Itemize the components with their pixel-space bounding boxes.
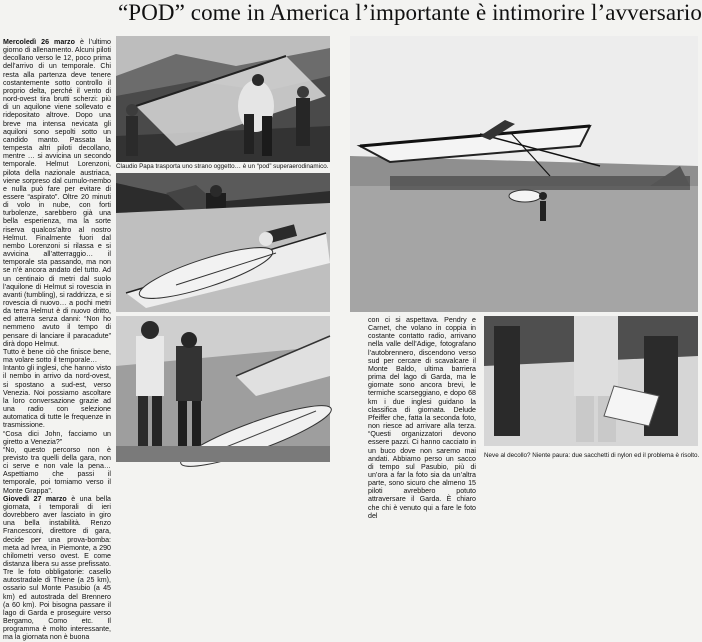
column-1-paragraph-3: Intanto gli inglesi, che hanno visto il nembo in arrivo da nord-ovest, si spostano a sud-est, verso Venezia. Noi possiamo ascoltare la loro conversazione grazie ad una radio con selezione automatica di tutte le frequenze in trasmissione.	[3, 364, 111, 430]
column-1-paragraph-4: “Cosa dici John, facciamo un giretto a Venezia?”	[3, 429, 111, 446]
column-1-paragraph-5: “No, questo percorso non è previsto tra quelli della gara, non ci serve e non vale la pena… Aspettiamo che passi il temporale, poi torniamo verso il Monte Grappa”.	[3, 445, 111, 495]
photo-launch-scene	[350, 36, 698, 312]
column-1-text-1: è l’ultimo giorno di allenamento. Alcuni piloti decollano verso le 12, poco prima dell’arrivo di un temporale. Chi resta alla partenza deve tenere costantemente sotto controllo il proprio delta, perché il vento di nord-ovest tira brutti scherzi: più di un aquilone viene sollevato e ridepositato altrove. Dopo una breve ma intensa nevicata gli aquiloni sono sepolti sotto un candido manto. Passata la tempesta altri piloti decollano, mentre … si avvicina un secondo temporale. Helmut Lorenzoni, pilota della nazionale austriaca, viene sorpreso dal cumulo-nembo e nulla può fare per evitare di essere “aspirato”. Oltre 20 minuti di volo in nube, con forti turbolenze, sarebbero già una bella esperienza, ma la sorte riserva qualcos’altro al nostro Helmut. Finalmente fuori dal nembo Lorenzoni si rilassa e si avvicina all’atterraggio… il temporale sta passando, ma non se n’è ancora andato del tutto. Ad un centinaio di metri dal suolo l’aquilone di Helmut si rovescia in avanti (tumbling), si raddrizza, e si rovescia di nuovo… a pochi metri da terra Helmut è di nuovo dritto, ed atterra senza danni: “Non ho nemmeno avuto il tempo di pensare di lanciare il paracadute” dirà dopo Helmut.	[3, 38, 111, 348]
article-headline: “POD” come in America l’importante è intimorire l’avversario	[118, 0, 702, 25]
column-1-paragraph-2: Tutto è bene ciò che finisce bene, ma volare sotto il temporale…	[3, 347, 111, 365]
column-4-paragraph: con ci si aspettava. Pendry e Carnet, che volano in coppia in costante contatto radio, arrivano nella valle dell’Adige, fotografano l’autobrennero, discendono verso sud per cercare di scavalcare il Monte Baldo, ultima barriera prima del lago di Garda, ma le giornate sono ancora brevi, le termiche scarseggiano, e dopo 68 km i due inglesi guidano la classifica di giornata. Delude Pfeiffer che, fatta la seconda foto, non riesce ad arrivare alla terza. “Questi organizzatori devono essere pazzi. Ci hanno cacciato in un buco dove non saremo mai andati. Abbiamo perso un sacco di tempo sul Pasubio, più di un’ora a far la foto sia da un’altra parte, sono sicuro che almeno 15 piloti avrebbero potuto attraversare il Garda. È chiaro che chi è venuto qui a fare le foto del	[368, 316, 476, 520]
photo-snow-takeoff	[484, 316, 698, 446]
column-1-text-6: è una bella giornata, i temporali di ieri dovrebbero aver lasciato in giro una bella instabilità. Renzo Francesconi, direttore di gara, decide per una prova-bomba: meta ad Ivrea, in Piemonte, a 290 chilometri verso ovest. E come distanza libera su asse prefissato. Tre le foto obbligatorie: casello autostradale di Thiene (a 25 km), ossario sul Monte Pasubio (a 45 km) ed autostrada del Brennero (a 60 km). Poi bisogna passare il lago di Garda e proseguire verso Bergamo, Como etc. Il programma è molto interessante, ma la giornata non è buona	[3, 494, 111, 642]
photo-pilots-carrying-glider	[116, 36, 330, 162]
photo-pod-glider-slope	[116, 173, 330, 312]
caption-papa: Claudio Papa trasporta uno strano oggetto… è un “pod” superaerodinamico.	[116, 163, 329, 170]
article-column-4	[368, 316, 476, 520]
photo-pilots-with-pod	[116, 316, 330, 462]
date-heading-1: Mercoledì 26 marzo	[3, 38, 75, 46]
caption-decollo: Neve al decollo? Niente paura: due sacchetti di nylon ed il problema è risolto.	[484, 452, 700, 459]
column-1-paragraph-1	[3, 38, 111, 348]
date-heading-2: Giovedì 27 marzo	[3, 494, 67, 503]
column-1-paragraph-6	[3, 495, 111, 642]
article-column-1	[3, 38, 111, 642]
